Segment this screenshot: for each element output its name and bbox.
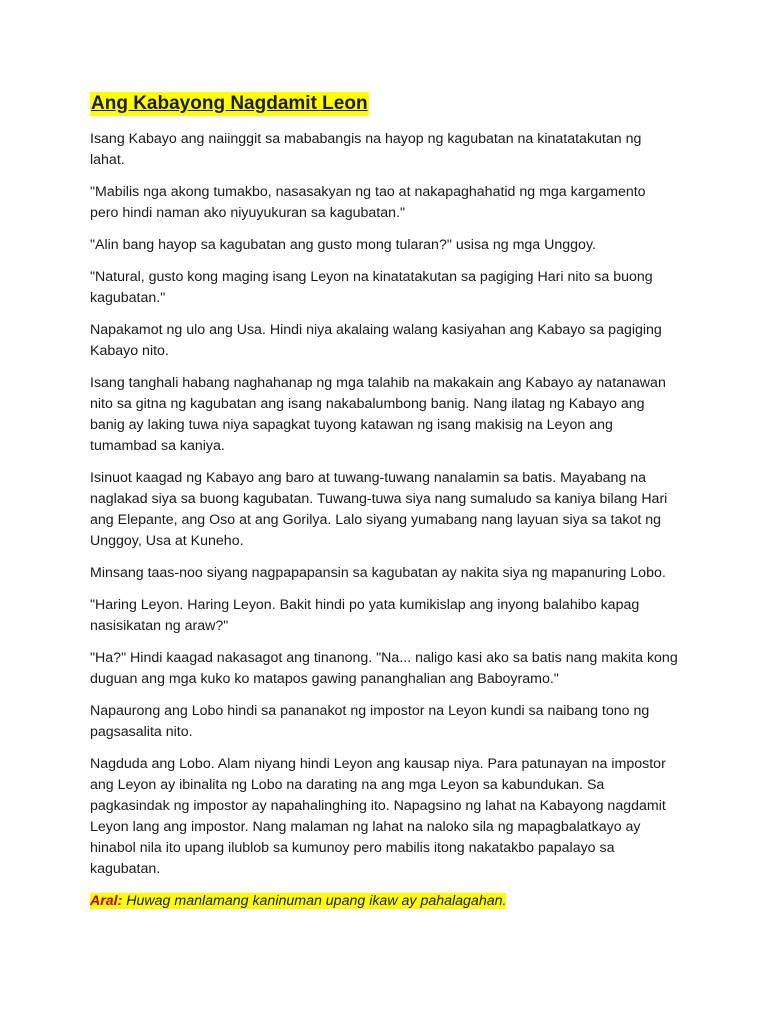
paragraph-line: Isang tanghali habang naghahanap ng mga talahib na makakain ang Kabayo ay natanawan — [90, 375, 666, 391]
paragraph-line: Napakamot ng ulo ang Usa. Hindi niya akalaing walang kasiyahan ang Kabayo sa pagiging — [90, 322, 662, 338]
paragraph-line: Napaurong ang Lobo hindi sa pananakot ng impostor na Leyon kundi sa naibang tono ng — [90, 703, 650, 719]
paragraph — [90, 235, 690, 256]
document-body — [90, 129, 690, 880]
paragraph-line: pagsasalita nito. — [90, 724, 193, 740]
paragraph — [90, 267, 690, 309]
paragraph-line: "Natural, gusto kong maging isang Leyon na kinatatakutan sa pagiging Hari nito sa buong — [90, 269, 653, 285]
paragraph — [90, 320, 690, 362]
moral-highlight — [90, 893, 506, 909]
paragraph-line: ang Elepante, ang Oso at ang Gorilya. Lalo siyang yumabang nang layuan siya sa takot ng — [90, 512, 662, 528]
paragraph — [90, 129, 690, 171]
paragraph-line: naglakad siya sa buong kagubatan. Tuwang-tuwa siya nang sumaludo sa kaniya bilang Hari — [90, 491, 668, 507]
paragraph-line: banig ay laking tuwa niya sapagkat tuyong katawan ng isang makisig na Leyon ang — [90, 417, 613, 433]
paragraph-line: Leyon lang ang impostor. Nang malaman ng lahat na naloko sila ng mapagbalatkayo ay — [90, 819, 641, 835]
paragraph — [90, 468, 690, 552]
paragraph-line: kagubatan. — [90, 861, 161, 877]
paragraph — [90, 182, 690, 224]
paragraph-line: Nagduda ang Lobo. Alam niyang hindi Leyon ang kausap niya. Para patunayan na impostor — [90, 756, 666, 772]
paragraph-line: tumambad sa kaniya. — [90, 438, 225, 454]
paragraph-line: kagubatan." — [90, 290, 166, 306]
paragraph-line: hinabol nila ito upang ilublob sa kumunoy pero mabilis itong nakatakbo papalayo sa — [90, 840, 615, 856]
moral-text: Huwag manlamang kaninuman upang ikaw ay pahalagahan. — [122, 893, 507, 909]
paragraph-line: duguan ang mga kuko ko matapos gawing pananghalian ang Baboyramo." — [90, 671, 559, 687]
paragraph — [90, 701, 690, 743]
paragraph — [90, 754, 690, 880]
paragraph-line: Unggoy, Usa at Kuneho. — [90, 533, 244, 549]
paragraph-line: Kabayo nito. — [90, 343, 169, 359]
paragraph-line: Isang Kabayo ang naiinggit sa mababangis na hayop ng kagubatan na kinatatakutan ng — [90, 131, 642, 147]
paragraph — [90, 563, 690, 584]
paragraph-line: Isinuot kaagad ng Kabayo ang baro at tuwang-tuwang nanalamin sa batis. Mayabang na — [90, 470, 647, 486]
moral-label: Aral: — [90, 893, 123, 909]
paragraph-line: "Mabilis nga akong tumakbo, nasasakyan ng tao at nakapaghahatid ng mga kargamento — [90, 184, 646, 200]
paragraph — [90, 595, 690, 637]
paragraph-line: lahat. — [90, 152, 125, 168]
paragraph-line: nito sa gitna ng kagubatan ang isang nakabalumbong banig. Nang ilatag ng Kabayo ang — [90, 396, 645, 412]
paragraph — [90, 648, 690, 690]
paragraph-line: Minsang taas-noo siyang nagpapapansin sa kagubatan ay nakita siya ng mapanuring Lobo. — [90, 565, 666, 581]
paragraph-line: pagkasindak ng impostor ay napahalinghing ito. Napagsino ng lahat na Kabayong nagdamit — [90, 798, 666, 814]
paragraph-line: "Alin bang hayop sa kagubatan ang gusto mong tularan?" usisa ng mga Unggoy. — [90, 237, 596, 253]
document-page — [90, 92, 690, 923]
paragraph-line: "Ha?" Hindi kaagad nakasagot ang tinanong. "Na... naligo kasi ako sa batis nang makita kong — [90, 650, 678, 666]
paragraph-line: nasisikatan ng araw?" — [90, 618, 229, 634]
document-title: Ang Kabayong Nagdamit Leon — [91, 93, 368, 114]
moral-paragraph — [90, 891, 690, 912]
paragraph — [90, 373, 690, 457]
paragraph-line: "Haring Leyon. Haring Leyon. Bakit hindi po yata kumikislap ang inyong balahibo kapag — [90, 597, 640, 613]
paragraph-line: ang Leyon ay ibinalita ng Lobo na darating na ang mga Leyon sa kabundukan. Sa — [90, 777, 605, 793]
paragraph-line: pero hindi naman ako niyuyukuran sa kagubatan." — [90, 205, 406, 221]
